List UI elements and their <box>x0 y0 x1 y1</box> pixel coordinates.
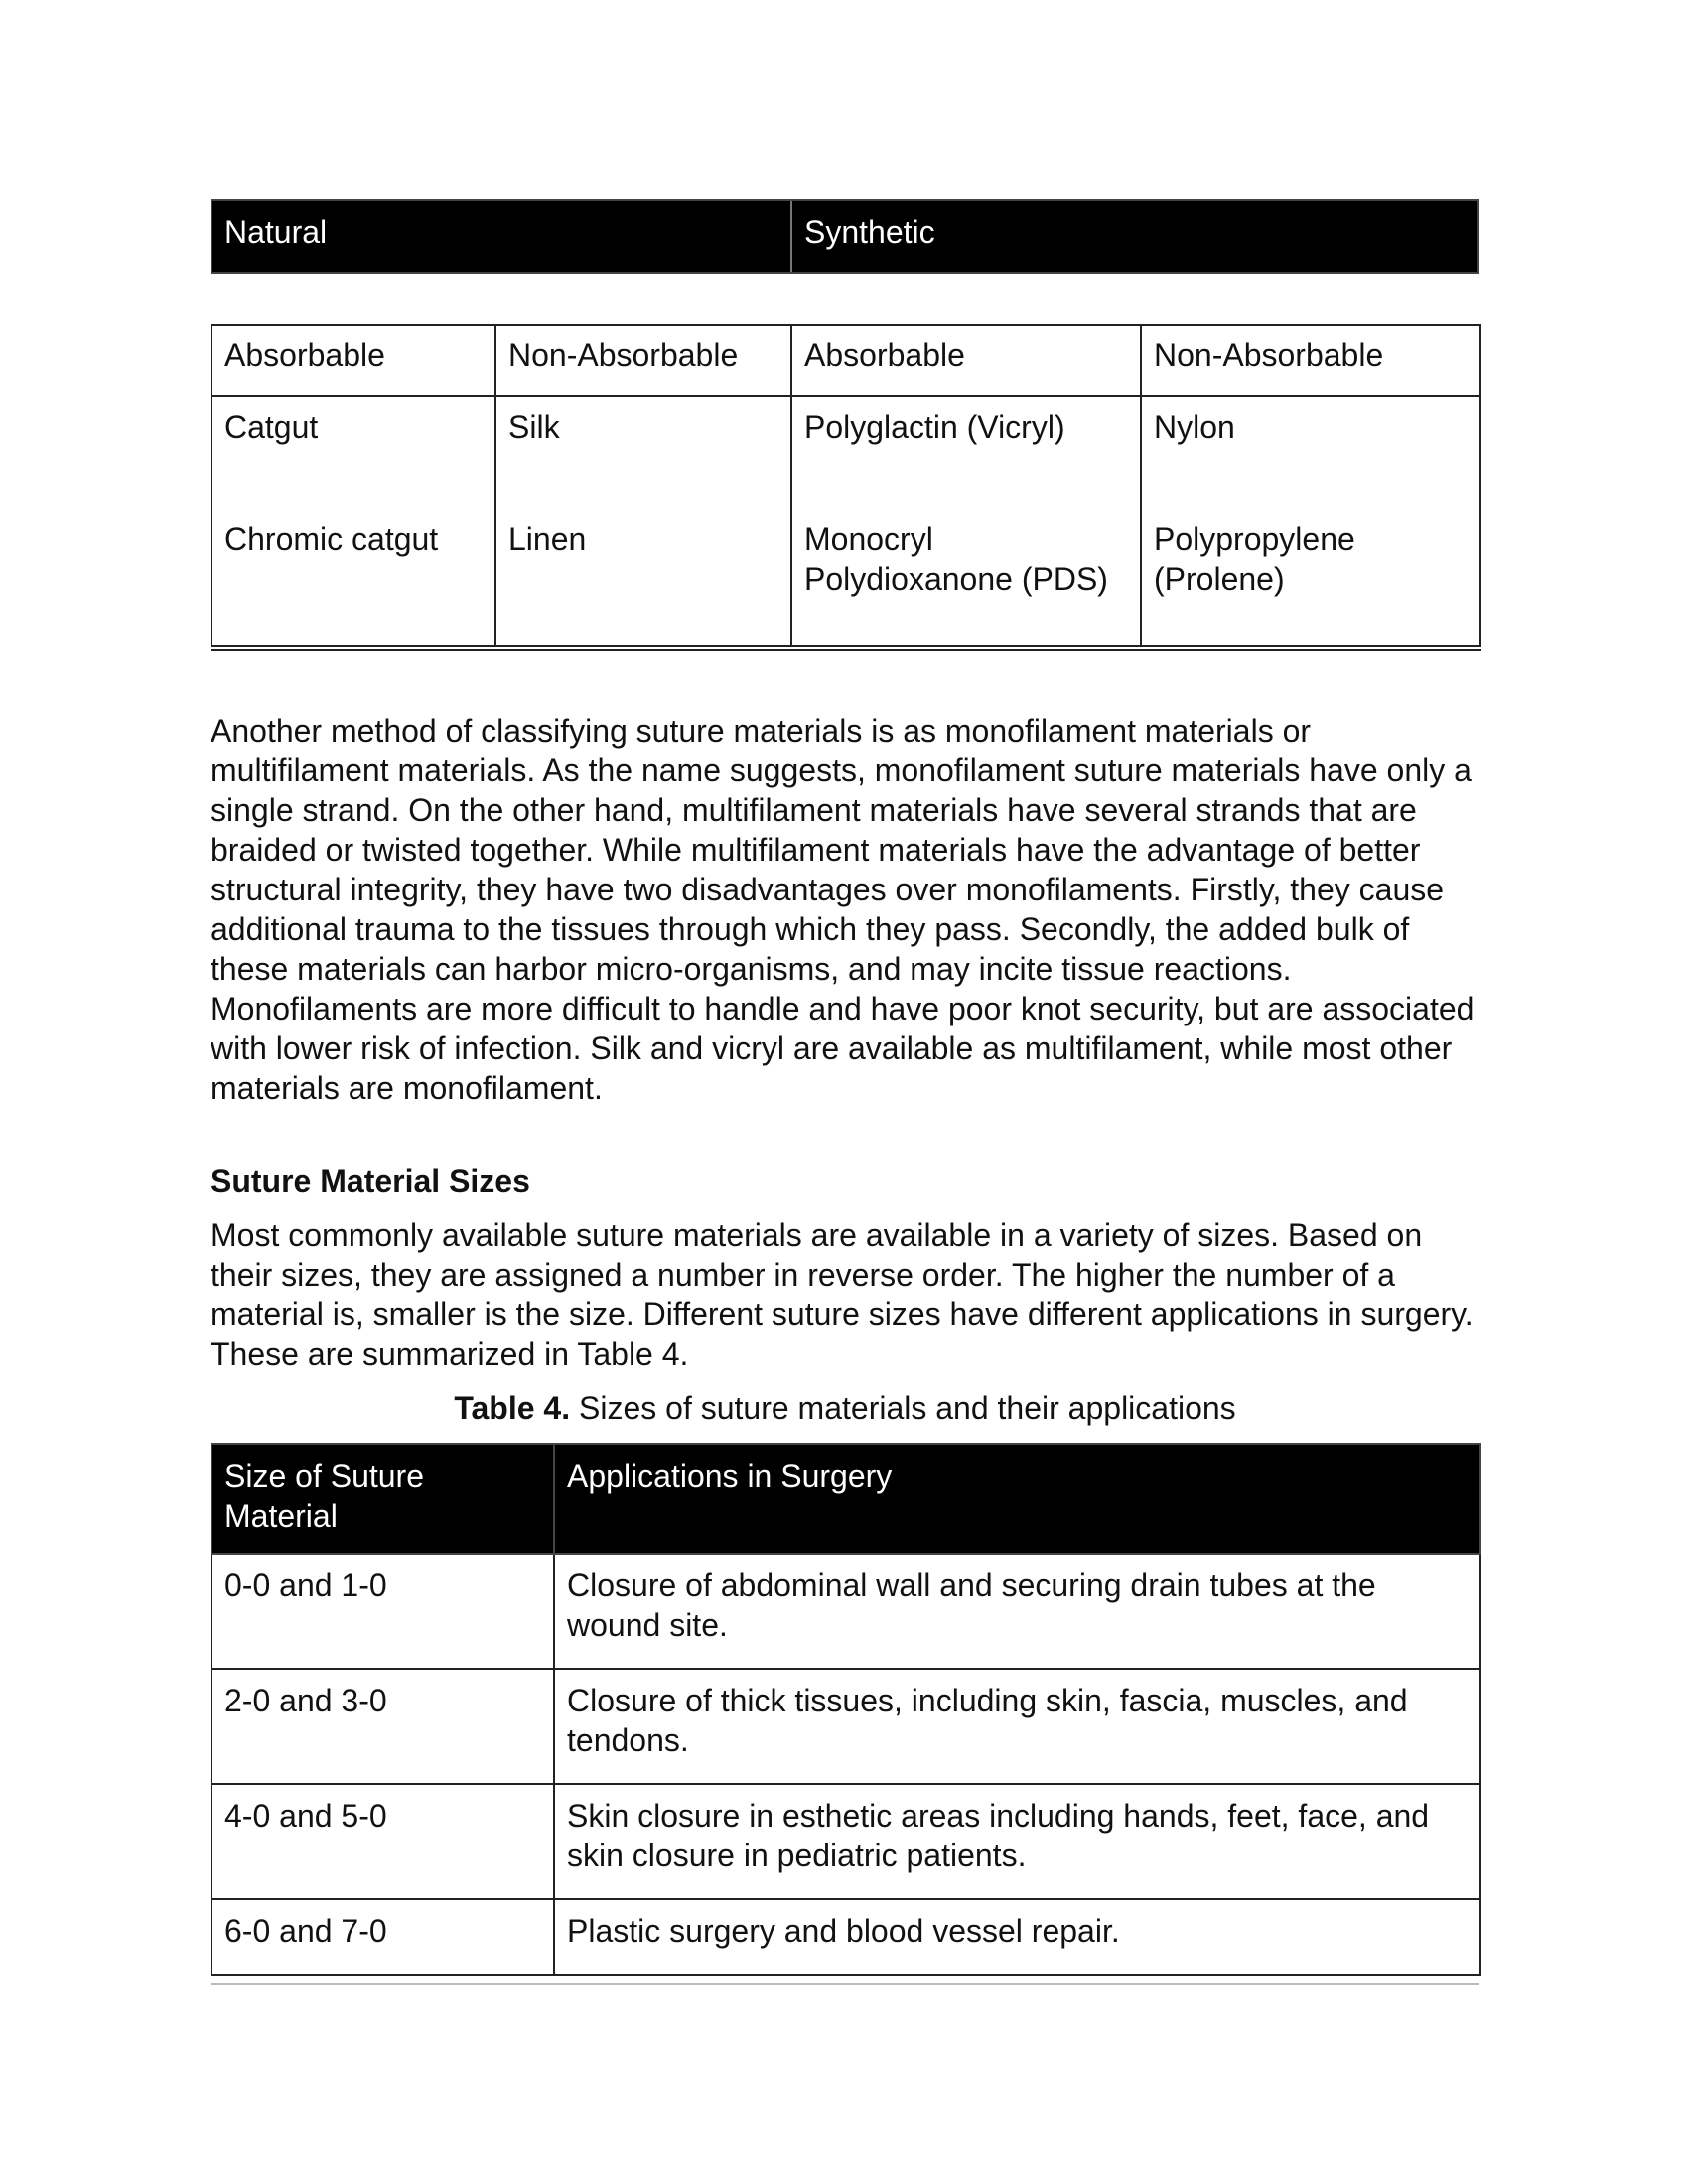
synthetic-header: Synthetic <box>804 214 935 250</box>
natural-header: Natural <box>212 201 792 272</box>
column-header: Applications in Surgery <box>554 1444 1480 1554</box>
column-header: Absorbable <box>791 325 1141 396</box>
size-cell: 6-0 and 7-0 <box>211 1899 554 1975</box>
column-header: Non-Absorbable <box>495 325 791 396</box>
natural-absorbable-cell <box>211 396 495 648</box>
application-cell: Closure of abdominal wall and securing drain tubes at the wound site. <box>554 1554 1480 1669</box>
table-caption <box>211 1388 1479 1428</box>
column-header: Absorbable <box>211 325 495 396</box>
table-row <box>211 1554 1480 1669</box>
application-cell: Plastic surgery and blood vessel repair. <box>554 1899 1480 1975</box>
table-header-row <box>211 325 1480 396</box>
application-cell: Skin closure in esthetic areas including hands, feet, face, and skin closure in pediatric patients. <box>554 1784 1480 1899</box>
table-caption-label: Table 4. <box>454 1390 571 1426</box>
table-row <box>211 1669 1480 1784</box>
size-cell: 0-0 and 1-0 <box>211 1554 554 1669</box>
body-paragraph: Another method of classifying suture materials is as monofilament materials or multifilament materials. As the name suggests, monofilament suture materials have only a single strand. On the other hand, multifilament materials have several strands that are braided or twisted together. While multifilament materials have the advantage of better structural integrity, they have two disadvantages over monofilaments. Firstly, they cause additional trauma to the tissues through which they pass. Secondly, the added bulk of these materials can harbor micro-organisms, and may incite tissue reactions. Monofilaments are more difficult to handle and have poor knot security, but are associated with lower risk of infection. Silk and vicryl are available as multifilament, while most other materials are monofilament. <box>211 713 1475 1106</box>
page-divider <box>211 1983 1479 1985</box>
material-name: Nylon <box>1154 409 1235 445</box>
synthetic-non-absorbable-cell <box>1141 396 1480 648</box>
natural-non-absorbable-cell <box>495 396 791 648</box>
table-row <box>211 396 1480 648</box>
section-heading: Suture Material Sizes <box>211 1163 530 1199</box>
material-name: Silk <box>508 409 560 445</box>
suture-sizes-table <box>211 1443 1481 1976</box>
table-row <box>211 1899 1480 1975</box>
application-cell: Closure of thick tissues, including skin, fascia, muscles, and tendons. <box>554 1669 1480 1784</box>
material-name: Chromic catgut <box>224 521 439 557</box>
column-header: Non-Absorbable <box>1141 325 1480 396</box>
table-row <box>211 1784 1480 1899</box>
material-name: Polypropylene (Prolene) <box>1154 521 1355 597</box>
suture-classification-table <box>211 324 1481 651</box>
table-caption-text: Sizes of suture materials and their applications <box>570 1390 1236 1426</box>
material-origin-header <box>211 199 1479 274</box>
material-name: Linen <box>508 521 587 557</box>
material-name: Monocryl Polydioxanone (PDS) <box>804 521 1108 597</box>
column-header: Size of Suture Material <box>211 1444 554 1554</box>
material-name: Catgut <box>224 409 319 445</box>
size-cell: 2-0 and 3-0 <box>211 1669 554 1784</box>
synthetic-absorbable-cell <box>791 396 1141 648</box>
table-header-row <box>211 1444 1480 1554</box>
material-name: Polyglactin (Vicryl) <box>804 409 1065 445</box>
size-cell: 4-0 and 5-0 <box>211 1784 554 1899</box>
body-paragraph: Most commonly available suture materials are available in a variety of sizes. Based on their sizes, they are assigned a number in reverse order. The higher the number of a material is, smaller is the size. Different suture sizes have different applications in surgery. These are summarized in Table 4. <box>211 1217 1474 1372</box>
